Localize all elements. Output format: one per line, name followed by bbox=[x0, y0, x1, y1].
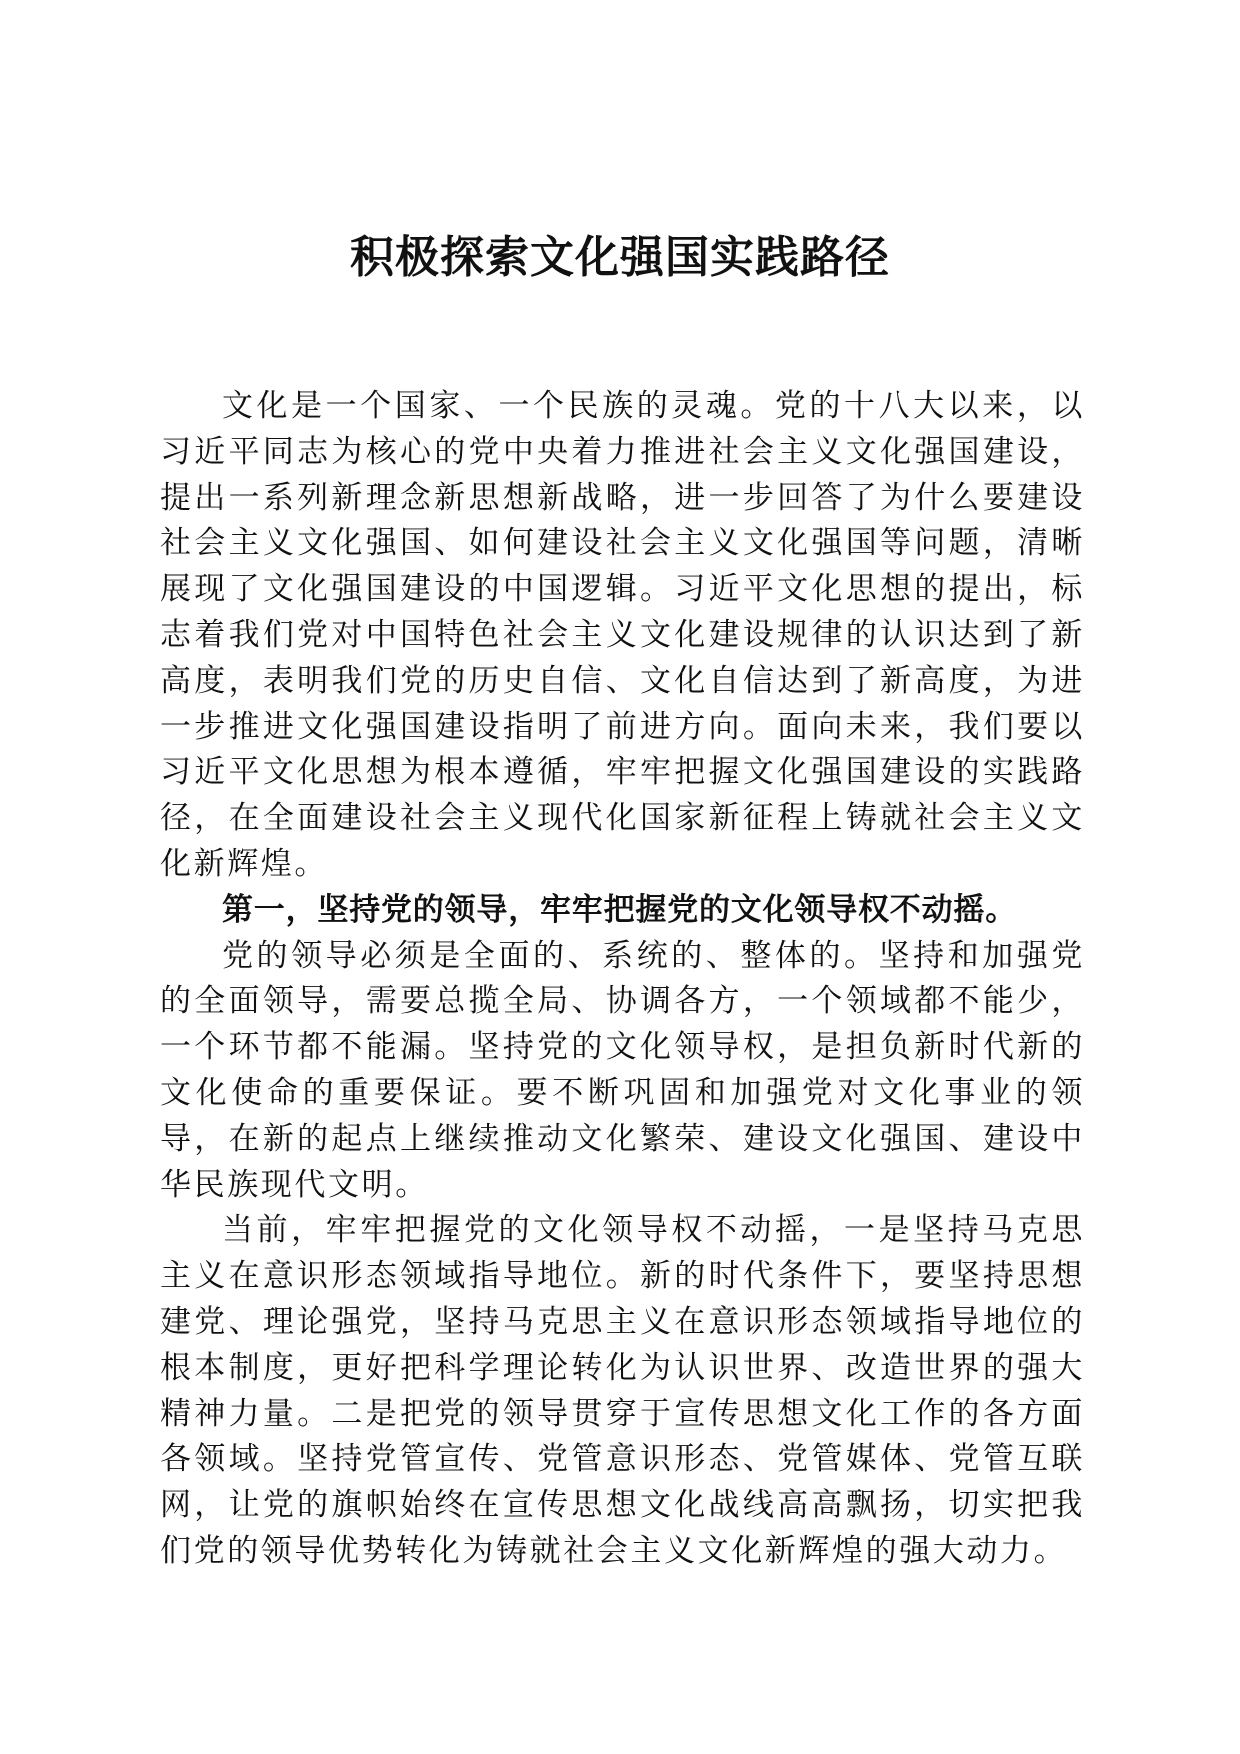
body-paragraph: 党的领导必须是全面的、系统的、整体的。坚持和加强党的全面领导，需要总揽全局、协调各方，一个领域都不能少，一个环节都不能漏。坚持党的文化领导权，是担负新时代新的文化使命的重要保证。要不断巩固和加强党对文化事业的领导，在新的起点上继续推动文化繁荣、建设文化强国、建设中华民族现代文明。 bbox=[160, 937, 1085, 1203]
body-paragraph: 当前，牢牢把握党的文化领导权不动摇，一是坚持马克思主义在意识形态领域指导地位。新的时代条件下，要坚持思想建党、理论强党，坚持马克思主义在意识形态领域指导地位的根本制度，更好把科学理论转化为认识世界、改造世界的强大精神力量。二是把党的领导贯穿于宣传思想文化工作的各方面各领域。坚持党管宣传、党管意识形态、党管媒体、党管互联网，让党的旗帜始终在宣传思想文化战线高高飘扬，切实把我们党的领导优势转化为铸就社会主义文化新辉煌的强大动力。 bbox=[160, 1212, 1085, 1569]
document-title: 积极探索文化强国实践路径 bbox=[350, 232, 890, 283]
document-body bbox=[160, 384, 1085, 1575]
intro-paragraph: 文化是一个国家、一个民族的灵魂。党的十八大以来，以习近平同志为核心的党中央着力推进社会主义文化强国建设，提出一系列新理念新思想新战略，进一步回答了为什么要建设社会主义文化强国、如何建设社会主义文化强国等问题，清晰展现了文化强国建设的中国逻辑。习近平文化思想的提出，标志着我们党对中国特色社会主义文化建设规律的认识达到了新高度，表明我们党的历史自信、文化自信达到了新高度，为进一步推进文化强国建设指明了前进方向。面向未来，我们要以习近平文化思想为根本遵循，牢牢把握文化强国建设的实践路径，在全面建设社会主义现代化国家新征程上铸就社会主义文化新辉煌。 bbox=[160, 388, 1085, 882]
section-heading-1: 第一，坚持党的领导，牢牢把握党的文化领导权不动摇。 bbox=[222, 891, 1017, 928]
